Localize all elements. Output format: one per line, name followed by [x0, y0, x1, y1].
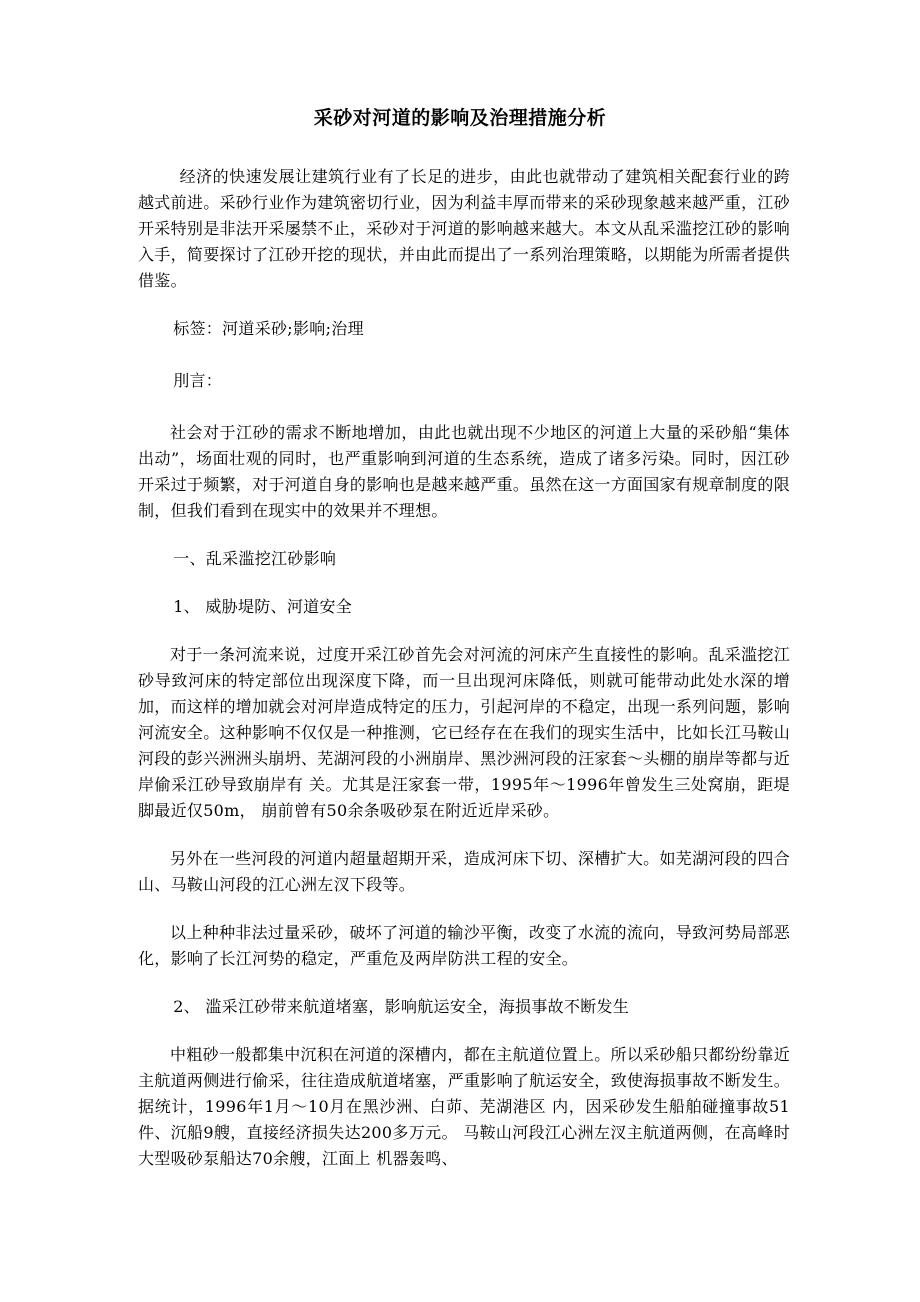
preface-label: 刖言： — [173, 371, 223, 390]
body-paragraph: 另外在一些河段的河道内超量超期开采，造成河床下切、深槽扩大。如芜湖河段的四合山、马鞍山河段的江心洲左汊下段等。 — [138, 849, 790, 894]
body-paragraph: 以上种种非法过量采砂，破坏了河道的输沙平衡，改变了水流的流向，导致河势局部恶化，影响了长江河势的稳定，严重危及两岸防洪工程的安全。 — [138, 923, 790, 968]
preface-paragraph: 社会对于江砂的需求不断地增加，由此也就出现不少地区的河道上大量的采砂船“集体出动”，场面壮观的同时，也严重影响到河道的生态系统，造成了诸多污染。同时，因江砂开采过于频繁，对于河道自身的影响也是越来越严重。虽然在这一方面国家有规章制度的限制，但我们看到在现实中的效果并不理想。 — [138, 423, 791, 520]
subsection-heading-1: 1、 威胁堤防、河道安全 — [173, 597, 353, 616]
abstract-paragraph: 经济的快速发展让建筑行业有了长足的进步，由此也就带动了建筑相关配套行业的跨越式前进。采砂行业作为建筑密切行业，因为利益丰厚而带来的采砂现象越来越严重，江砂开采特别是非法开采屡禁不止，采砂对于河道的影响越来越大。本文从乱采滥挖江砂的影响入手，简要探讨了江砂开挖的现状，并由此而提出了一系列治理策略，以期能为所需者提供借鉴。 — [138, 167, 791, 290]
section-heading-1: 一、乱采滥挖江砂影响 — [173, 549, 337, 568]
document-title: 采砂对河道的影响及治理措施分析 — [313, 107, 607, 129]
body-paragraph: 中粗砂一般都集中沉积在河道的深槽内，都在主航道位置上。所以采砂船只都纷纷靠近主航道两侧进行偷采，往往造成航道堵塞，严重影响了航运安全，致使海损事故不断发生。据统计，1996年1月～10月在黑沙洲、白茆、芜湖港区 内，因采砂发生船舶碰撞事故51件、沉船9艘，直接经济损失达200多万元。 马鞍山河段江心洲左汊主航道两侧，在高峰时大型吸砂泵船达70余艘，江面上 机器轰鸣、 — [138, 1045, 791, 1168]
keywords-line: 标签：河道采砂;影响;治理 — [173, 319, 364, 338]
subsection-heading-2: 2、 滥采江砂带来航道堵塞，影响航运安全，海损事故不断发生 — [173, 997, 630, 1016]
document-body — [138, 164, 790, 1194]
body-paragraph: 对于一条河流来说，过度开采江砂首先会对河流的河床产生直接性的影响。乱采滥挖江砂导致河床的特定部位出现深度下降，而一旦出现河床降低，则就可能带动此处水深的增加，而这样的增加就会对河岸造成特定的压力，引起河岸的不稳定，出现一系列问题，影响河流安全。这种影响不仅仅是一种推测，它已经存在在我们的现实生活中，比如长江马鞍山河段的彭兴洲洲头崩坍、芜湖河段的小洲崩岸、黑沙洲河段的汪家套～头棚的崩岸等都与近岸偷采江砂导致崩岸有 关。尤其是汪家套一带，1995年～1996年曾发生三处窝崩，距堤脚最近仅50m， 崩前曾有50余条吸砂泵在附近近岸采砂。 — [138, 645, 791, 820]
